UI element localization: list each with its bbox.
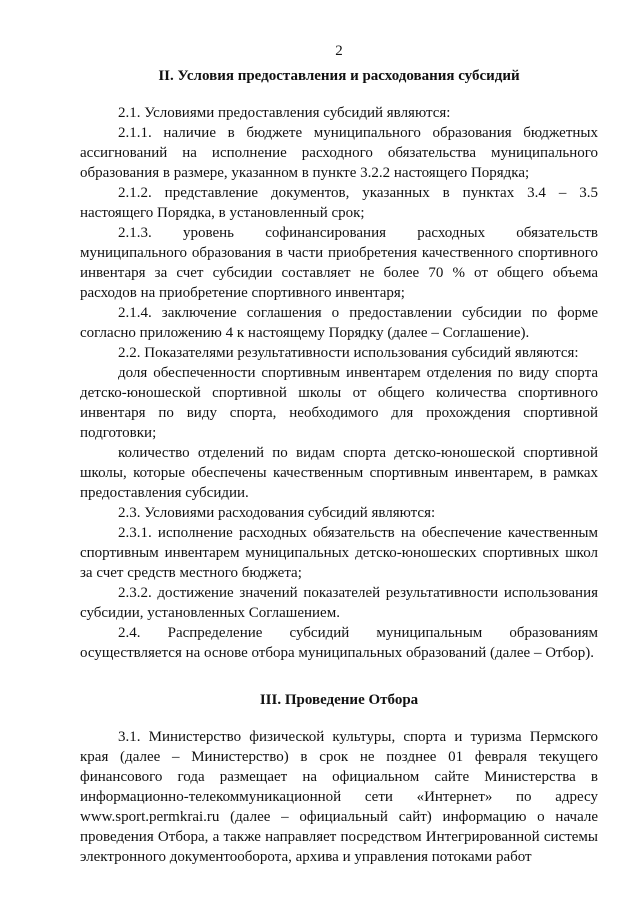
paragraph-2-3: 2.3. Условиями расходования субсидий являются: xyxy=(118,505,436,521)
paragraph-2-1: 2.1. Условиями предоставления субсидий являются: xyxy=(118,105,451,121)
section-2-title: II. Условия предоставления и расходования субсидий xyxy=(158,68,520,84)
paragraph-3-1: 3.1. Министерство физической культуры, спорта и туризма Пермского края (далее – Министерство) в срок не позднее 01 февраля текущего финансового года размещает на официальном сайте Министерства в информационно-телекоммуникационной сети «Интернет» по адресу www.sport.permkrai.ru (далее – официальный сайт) информацию о начале проведения Отбора, а также направляет посредством Интегрированной системы электронного документооборота, архива и управления потоками работ xyxy=(80,729,598,865)
page-number: 2 xyxy=(335,43,343,59)
paragraph-2-2: 2.2. Показателями результативности использования субсидий являются: xyxy=(118,345,579,361)
paragraph-2-1-3: 2.1.3. уровень софинансирования расходных обязательств муниципального образования в части приобретения качественного спортивного инвентаря за счет субсидии составляет не более 70 % от общего объема расходов на приобретение спортивного инвентаря; xyxy=(80,225,598,301)
section-3-title: III. Проведение Отбора xyxy=(259,692,419,708)
paragraph-2-3-1: 2.3.1. исполнение расходных обязательств на обеспечение качественным спортивным инвентарем муниципальных детско-юношеских спортивных школ за счет средств местного бюджета; xyxy=(80,525,598,581)
paragraph-2-1-1: 2.1.1. наличие в бюджете муниципального образования бюджетных ассигнований на исполнение расходного обязательства муниципального образования в размере, указанном в пункте 3.2.2 настоящего Порядка; xyxy=(80,125,598,181)
paragraph-2-3-2: 2.3.2. достижение значений показателей результативности использования субсидии, установленных Соглашением. xyxy=(80,585,598,621)
paragraph-2-2-indicator-1: доля обеспеченности спортивным инвентарем отделения по виду спорта детско-юношеской спортивной школы от общего количества спортивного инвентаря по виду спорта, необходимого для прохождения спортивной подготовки; xyxy=(80,365,598,441)
paragraph-2-4: 2.4. Распределение субсидий муниципальным образованиям осуществляется на основе отбора муниципальных образований (далее – Отбор). xyxy=(80,625,598,661)
paragraph-2-1-4: 2.1.4. заключение соглашения о предоставлении субсидии по форме согласно приложению 4 к настоящему Порядку (далее – Соглашение). xyxy=(80,305,598,341)
paragraph-2-1-2: 2.1.2. представление документов, указанных в пунктах 3.4 – 3.5 настоящего Порядка, в установленный срок; xyxy=(80,185,598,221)
paragraph-2-2-indicator-2: количество отделений по видам спорта детско-юношеской спортивной школы, которые обеспечены качественным спортивным инвентарем, в рамках предоставления субсидии. xyxy=(80,445,598,501)
